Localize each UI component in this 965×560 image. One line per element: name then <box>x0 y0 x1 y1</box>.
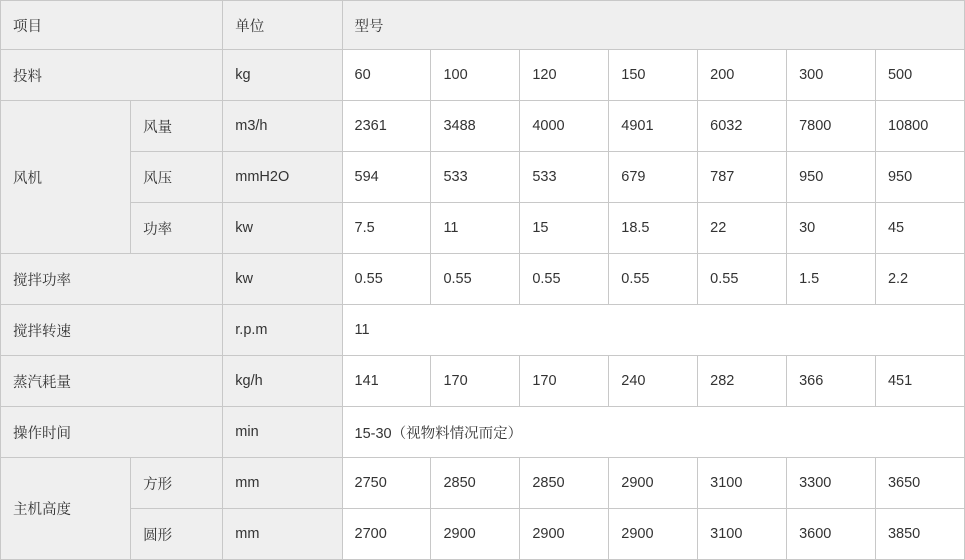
cell-value: 30 <box>787 203 876 254</box>
cell-value: 0.55 <box>431 254 520 305</box>
cell-value: 3300 <box>787 458 876 509</box>
cell-value: 0.55 <box>698 254 787 305</box>
cell-value: 150 <box>609 50 698 101</box>
row-unit: kg <box>223 50 342 101</box>
cell-value: 282 <box>698 356 787 407</box>
cell-value: 451 <box>875 356 964 407</box>
cell-value: 141 <box>342 356 431 407</box>
cell-value: 0.55 <box>520 254 609 305</box>
row-sublabel: 圆形 <box>131 509 223 560</box>
row-unit: r.p.m <box>223 305 342 356</box>
header-cell-model: 型号 <box>342 1 964 50</box>
cell-value: 533 <box>520 152 609 203</box>
row-label-group-height: 主机高度 <box>1 458 131 560</box>
cell-value: 3100 <box>698 458 787 509</box>
cell-value: 4000 <box>520 101 609 152</box>
cell-value-span: 15-30（视物料情况而定） <box>342 407 964 458</box>
cell-value: 170 <box>520 356 609 407</box>
cell-value: 2900 <box>431 509 520 560</box>
row-unit: mm <box>223 509 342 560</box>
cell-value: 120 <box>520 50 609 101</box>
cell-value: 7800 <box>787 101 876 152</box>
header-cell-unit: 单位 <box>223 1 342 50</box>
table-row <box>1 50 965 101</box>
cell-value-span: 11 <box>342 305 964 356</box>
cell-value: 0.55 <box>342 254 431 305</box>
row-unit: mm <box>223 458 342 509</box>
row-label: 搅拌转速 <box>1 305 223 356</box>
table-row <box>1 101 965 152</box>
table-row <box>1 509 965 560</box>
cell-value: 3600 <box>787 509 876 560</box>
cell-value: 594 <box>342 152 431 203</box>
cell-value: 15 <box>520 203 609 254</box>
cell-value: 366 <box>787 356 876 407</box>
cell-value: 300 <box>787 50 876 101</box>
table-row <box>1 254 965 305</box>
row-label: 投料 <box>1 50 223 101</box>
cell-value: 6032 <box>698 101 787 152</box>
cell-value: 2750 <box>342 458 431 509</box>
table-row <box>1 203 965 254</box>
row-label: 蒸汽耗量 <box>1 356 223 407</box>
table-row <box>1 305 965 356</box>
cell-value: 2850 <box>431 458 520 509</box>
row-label-group-fan: 风机 <box>1 101 131 254</box>
cell-value: 4901 <box>609 101 698 152</box>
cell-value: 0.55 <box>609 254 698 305</box>
cell-value: 22 <box>698 203 787 254</box>
cell-value: 100 <box>431 50 520 101</box>
cell-value: 950 <box>787 152 876 203</box>
cell-value: 3100 <box>698 509 787 560</box>
cell-value: 1.5 <box>787 254 876 305</box>
cell-value: 2900 <box>520 509 609 560</box>
cell-value: 3488 <box>431 101 520 152</box>
row-label: 操作时间 <box>1 407 223 458</box>
row-unit: m3/h <box>223 101 342 152</box>
row-unit: min <box>223 407 342 458</box>
cell-value: 240 <box>609 356 698 407</box>
cell-value: 2.2 <box>875 254 964 305</box>
cell-value: 170 <box>431 356 520 407</box>
cell-value: 200 <box>698 50 787 101</box>
row-sublabel: 方形 <box>131 458 223 509</box>
row-sublabel: 功率 <box>131 203 223 254</box>
cell-value: 3650 <box>875 458 964 509</box>
row-sublabel: 风量 <box>131 101 223 152</box>
cell-value: 2900 <box>609 509 698 560</box>
header-cell-item: 项目 <box>1 1 223 50</box>
cell-value: 500 <box>875 50 964 101</box>
row-unit: kw <box>223 203 342 254</box>
cell-value: 45 <box>875 203 964 254</box>
cell-value: 2700 <box>342 509 431 560</box>
row-sublabel: 风压 <box>131 152 223 203</box>
cell-value: 787 <box>698 152 787 203</box>
cell-value: 679 <box>609 152 698 203</box>
table-row <box>1 458 965 509</box>
cell-value: 11 <box>431 203 520 254</box>
row-unit: kw <box>223 254 342 305</box>
cell-value: 60 <box>342 50 431 101</box>
row-unit: mmH2O <box>223 152 342 203</box>
table-row <box>1 152 965 203</box>
cell-value: 3850 <box>875 509 964 560</box>
table-header-row <box>1 1 965 50</box>
cell-value: 10800 <box>875 101 964 152</box>
cell-value: 2850 <box>520 458 609 509</box>
table-row <box>1 356 965 407</box>
cell-value: 2361 <box>342 101 431 152</box>
row-unit: kg/h <box>223 356 342 407</box>
row-label: 搅拌功率 <box>1 254 223 305</box>
table-row <box>1 407 965 458</box>
cell-value: 18.5 <box>609 203 698 254</box>
cell-value: 7.5 <box>342 203 431 254</box>
cell-value: 950 <box>875 152 964 203</box>
cell-value: 2900 <box>609 458 698 509</box>
cell-value: 533 <box>431 152 520 203</box>
